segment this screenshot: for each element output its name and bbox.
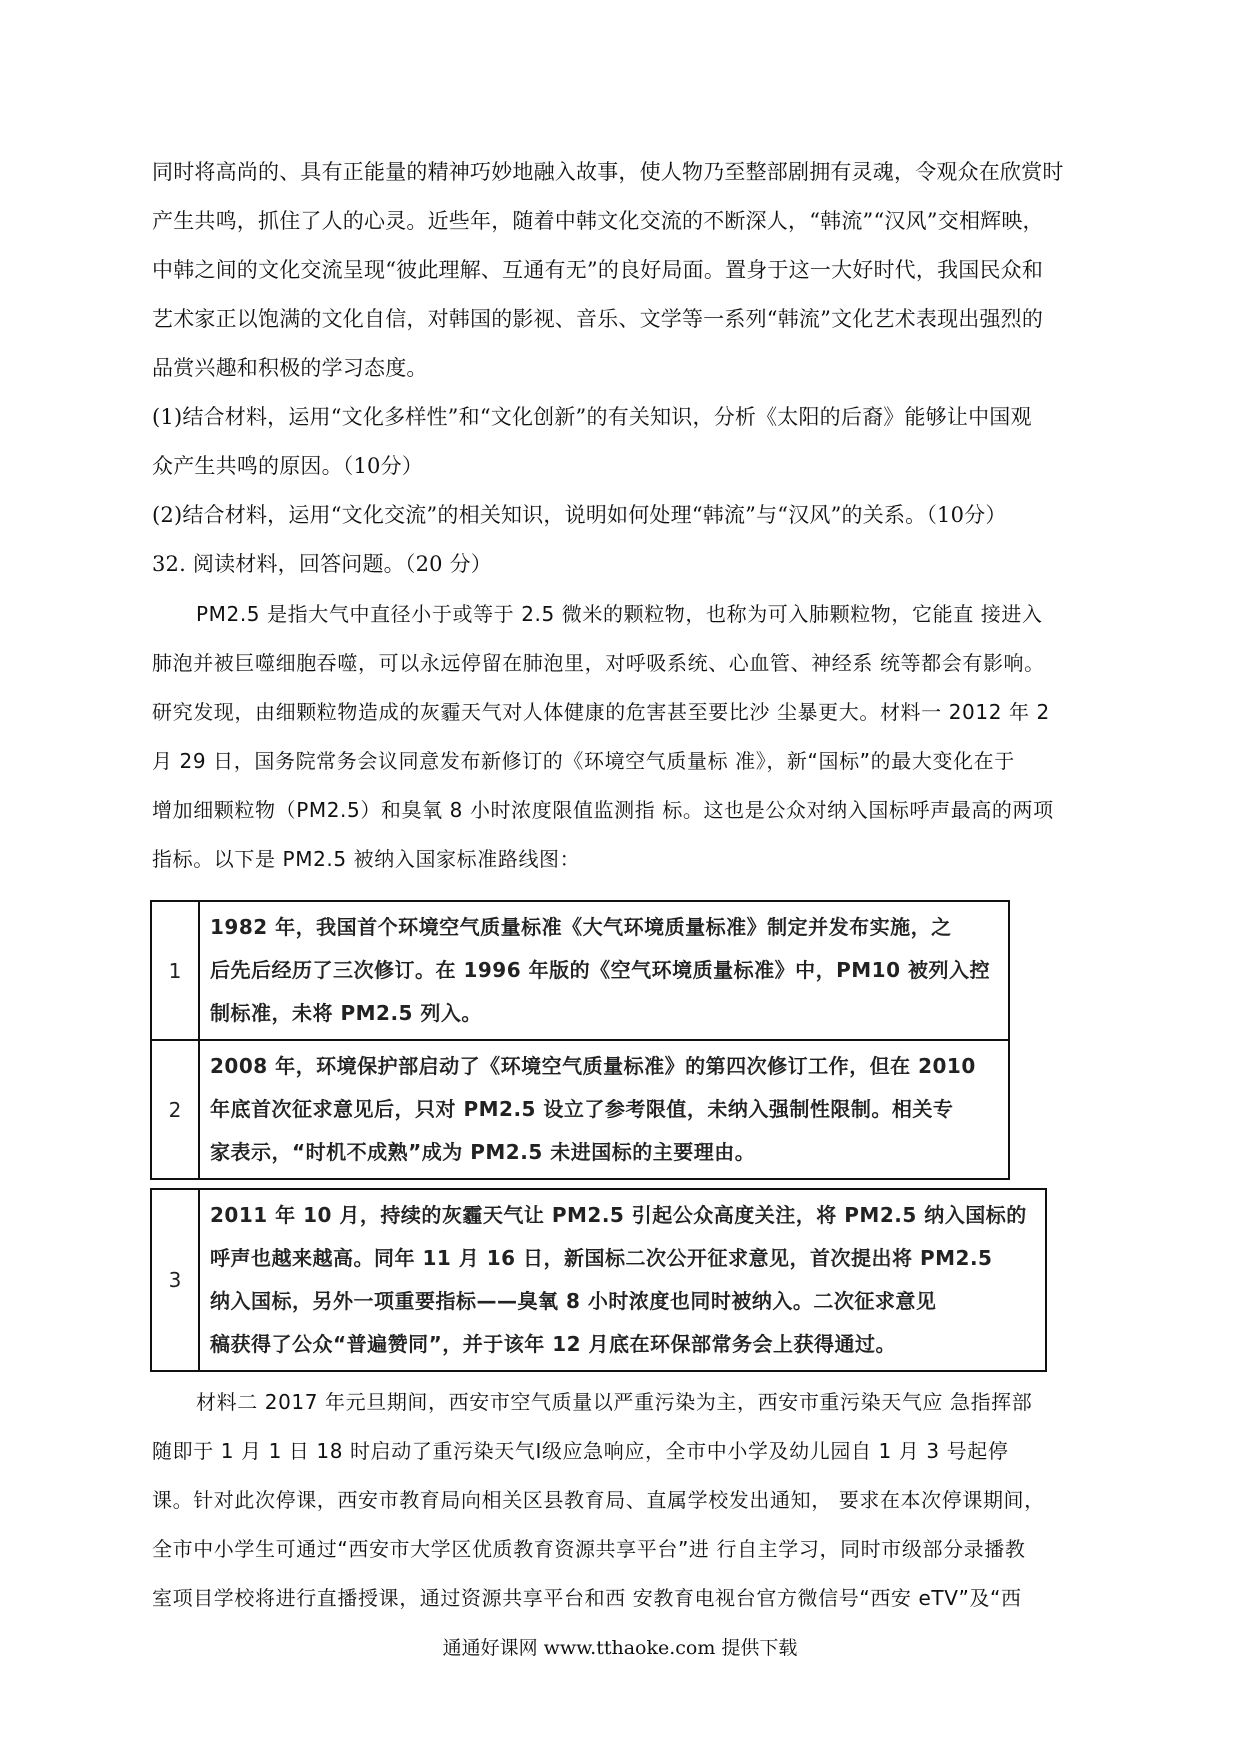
row-text-line: 2011 年 10 月，持续的灰霾天气让 PM2.5 引起公众高度关注，将 PM2.5 纳入国标的 — [210, 1203, 1027, 1227]
row-text-line: 后先后经历了三次修订。在 1996 年版的《空气环境质量标准》中，PM10 被列入控 — [210, 958, 990, 982]
row-text-line: 稿获得了公众“普遍赞同”，并于该年 12 月底在环保部常务会上获得通过。 — [210, 1332, 897, 1356]
material-two-line: 材料二 2017 年元旦期间，西安市空气质量以严重污染为主，西安市重污染天气应 急指挥部 — [196, 1390, 1033, 1414]
row-number: 3 — [151, 1189, 199, 1371]
table-row — [151, 1189, 1046, 1371]
question-1-line: (1)结合材料，运用“文化多样性”和“文化创新”的有关知识，分析《太阳的后裔》能够让中国观 — [152, 405, 1032, 429]
question-2: (2)结合材料，运用“文化交流”的相关知识，说明如何处理“韩流”与“汉风”的关系。（10分） — [152, 503, 1007, 527]
passage-a-line: 品赏兴趣和积极的学习态度。 — [152, 356, 428, 380]
row-number: 1 — [151, 901, 199, 1040]
row-text — [199, 1040, 1009, 1179]
row-text — [199, 1189, 1046, 1371]
row-text-line: 1982 年，我国首个环境空气质量标准《大气环境质量标准》制定并发布实施，之 — [210, 915, 952, 939]
row-text-line: 呼声也越来越高。同年 11 月 16 日，新国标二次公开征求意见，首次提出将 PM2.5 — [210, 1246, 993, 1270]
row-text-line: 制标准，未将 PM2.5 列入。 — [210, 1001, 482, 1025]
pm25-roadmap-table-part2 — [150, 1188, 1047, 1372]
row-text-line: 年底首次征求意见后，只对 PM2.5 设立了参考限值，未纳入强制性限制。相关专 — [210, 1097, 954, 1121]
table-row — [151, 901, 1009, 1040]
passage-a-line: 同时将高尚的、具有正能量的精神巧妙地融入故事，使人物乃至整部剧拥有灵魂，令观众在欣赏时 — [152, 160, 1064, 184]
pm25-roadmap-table-part1 — [150, 900, 1010, 1180]
material-one-line: 指标。以下是 PM2.5 被纳入国家标准路线图： — [152, 847, 581, 871]
question-32-heading: 32. 阅读材料，回答问题。（20 分） — [152, 552, 492, 576]
material-two-line: 全市中小学生可通过“西安市大学区优质教育资源共享平台”进 行自主学习，同时市级部分录播教 — [152, 1537, 1026, 1561]
material-one-line: 月 29 日，国务院常务会议同意发布新修订的《环境空气质量标 准》，新“国标”的最大变化在于 — [152, 749, 1015, 773]
material-one-line: 肺泡并被巨噬细胞吞噬，可以永远停留在肺泡里，对呼吸系统、心血管、神经系 统等都会有影响。 — [152, 651, 1045, 675]
material-one-line: PM2.5 是指大气中直径小于或等于 2.5 微米的颗粒物，也称为可入肺颗粒物，它能直 接进入 — [196, 602, 1043, 626]
material-two-line: 随即于 1 月 1 日 18 时启动了重污染天气Ⅰ级应急响应，全市中小学及幼儿园自 1 月 3 号起停 — [152, 1439, 1009, 1463]
row-text-line: 2008 年，环境保护部启动了《环境空气质量标准》的第四次修订工作，但在 2010 — [210, 1054, 976, 1078]
passage-a-line: 产生共鸣，抓住了人的心灵。近些年，随着中韩文化交流的不断深人，“韩流”“汉风”交相辉映， — [152, 209, 1044, 233]
material-one-line: 研究发现，由细颗粒物造成的灰霾天气对人体健康的危害甚至要比沙 尘暴更大。材料一 2012 年 2 — [152, 700, 1050, 724]
row-text — [199, 901, 1009, 1040]
table-row — [151, 1040, 1009, 1179]
material-two-line: 室项目学校将进行直播授课，通过资源共享平台和西 安教育电视台官方微信号“西安 eTV”及“西 — [152, 1586, 1022, 1610]
material-one-line: 增加细颗粒物（PM2.5）和臭氧 8 小时浓度限值监测指 标。这也是公众对纳入国标呼声最高的两项 — [152, 798, 1054, 822]
material-two-line: 课。针对此次停课，西安市教育局向相关区县教育局、直属学校发出通知， 要求在本次停课期间， — [152, 1488, 1045, 1512]
row-number: 2 — [151, 1040, 199, 1179]
passage-a-line: 艺术家正以饱满的文化自信，对韩国的影视、音乐、文学等一系列“韩流”文化艺术表现出强烈的 — [152, 307, 1044, 331]
row-text-line: 纳入国标，另外一项重要指标——臭氧 8 小时浓度也同时被纳入。二次征求意见 — [210, 1289, 937, 1313]
passage-a-line: 中韩之间的文化交流呈现“彼此理解、互通有无”的良好局面。置身于这一大好时代，我国民众和 — [152, 258, 1044, 282]
page-footer: 通通好课网 www.tthaoke.com 提供下载 — [442, 1637, 798, 1659]
question-1-line: 众产生共鸣的原因。（10分） — [152, 454, 424, 478]
row-text-line: 家表示，“时机不成熟”成为 PM2.5 未进国标的主要理由。 — [210, 1140, 756, 1164]
